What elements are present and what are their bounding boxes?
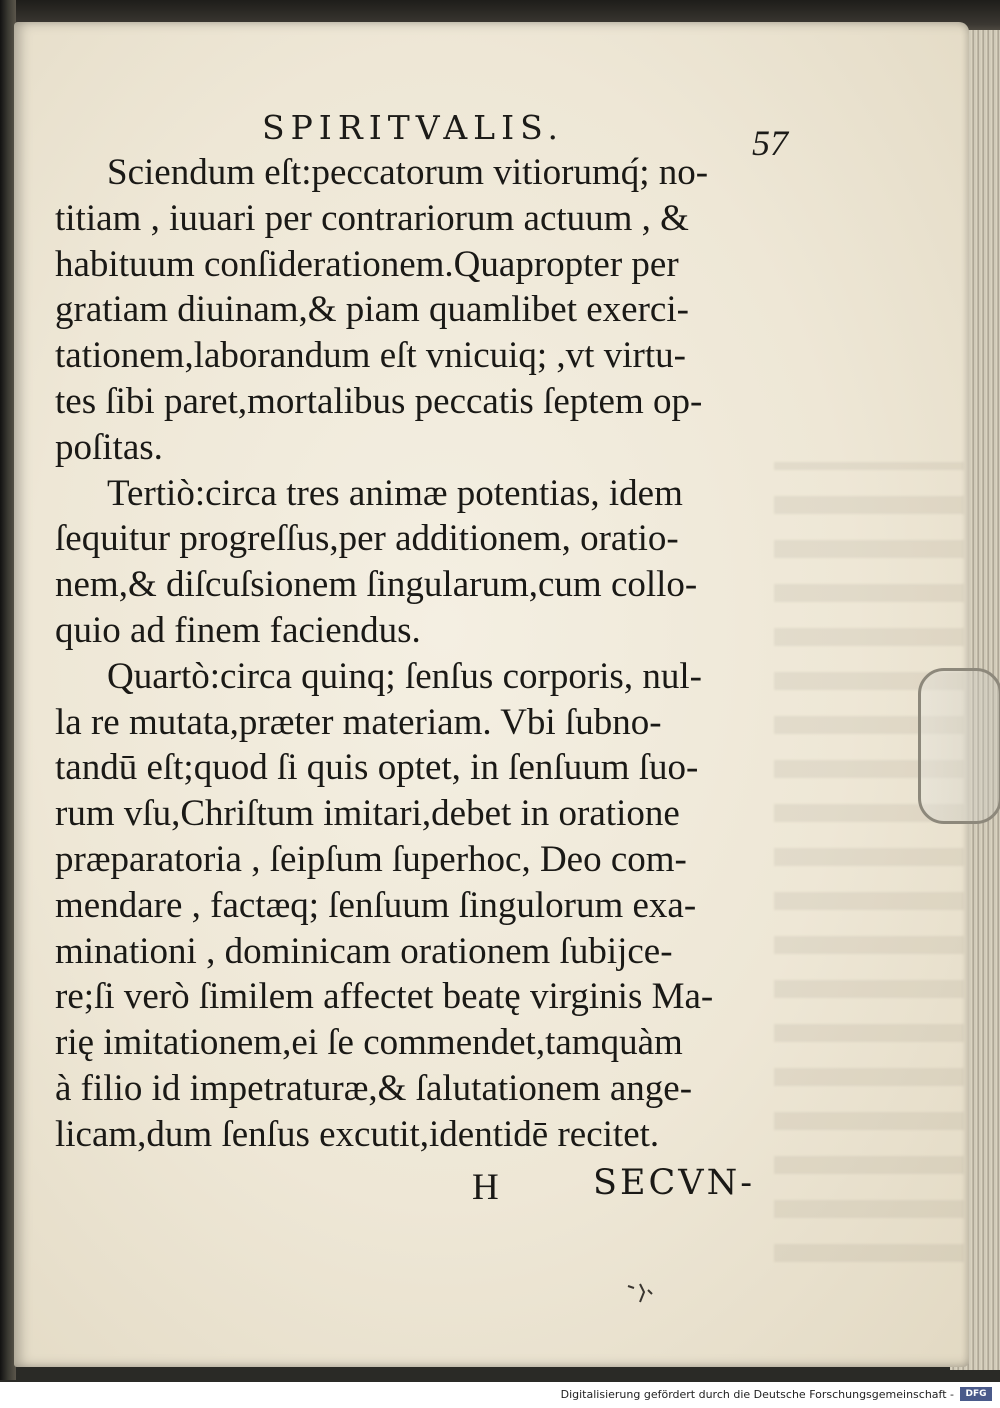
text-line: rię imitationem,ei ſe commendet,tamquàm [55, 1022, 683, 1064]
catchword: SECVN- [593, 1163, 756, 1203]
text-line: Quartò:circa quinq; ſenſus corporis, nul- [107, 655, 702, 697]
text-line: habituum conſiderationem.Quapropter per [55, 243, 679, 285]
text-line: mendare , factæq; ſenſuum ſingulorum exa- [55, 884, 697, 926]
text-line: Sciendum eſt:peccatorum vitiorumq́; no- [107, 152, 709, 193]
text-line: minationi , dominicam orationem ſubijce- [55, 930, 673, 972]
text-line: Tertiò:circa tres animæ potentias, idem [107, 472, 683, 514]
text-line: nem,& diſcuſsionem ſingularum,cum collo- [55, 564, 698, 606]
running-head: SPIRITVALIS. [262, 108, 565, 147]
text-line: tes ſibi paret,mortalibus peccatis ſeptem op- [55, 380, 703, 422]
text-line: rum vſu,Chriſtum imitari,debet in oratione [55, 793, 680, 835]
page-clip-tab [918, 668, 1000, 824]
ink-speck [620, 1278, 660, 1308]
text-line: poſitas. [55, 426, 163, 468]
digitization-credit: Digitalisierung gefördert durch die Deutsche Forschungsgemeinschaft - [560, 1388, 954, 1401]
text-line: titiam , iuuari per contrariorum actuum , & [55, 197, 689, 239]
text-line: re;ſi verò ſimilem affectet beatę virginis Ma- [55, 976, 714, 1018]
text-line: la re mutata,præter materiam. Vbi ſubno- [55, 701, 662, 743]
text-line: licam,dum ſenſus excutit,identidē recitet. [55, 1113, 660, 1155]
dfg-logo: DFG [960, 1387, 992, 1401]
text-line: gratiam diuinam,& piam quamlibet exerci- [55, 289, 689, 331]
text-line: ſequitur progreſſus,per additionem, oratio- [55, 518, 679, 560]
main-text-block [55, 150, 815, 1158]
signature-mark: H [472, 1167, 499, 1208]
text-line: præparatoria , ſeipſum ſuperhoc, Deo com- [55, 838, 687, 880]
text-line: quio ad finem faciendus. [55, 609, 421, 651]
text-line: tandū eſt;quod ſi quis optet, in ſenſuum ſuo- [55, 747, 699, 789]
page-number: 57 [752, 123, 788, 163]
text-line: à filio id impetraturæ,& ſalutationem ange- [55, 1067, 693, 1109]
text-line: tationem,laborandum eſt vnicuiq; ,vt virtu- [55, 335, 686, 377]
